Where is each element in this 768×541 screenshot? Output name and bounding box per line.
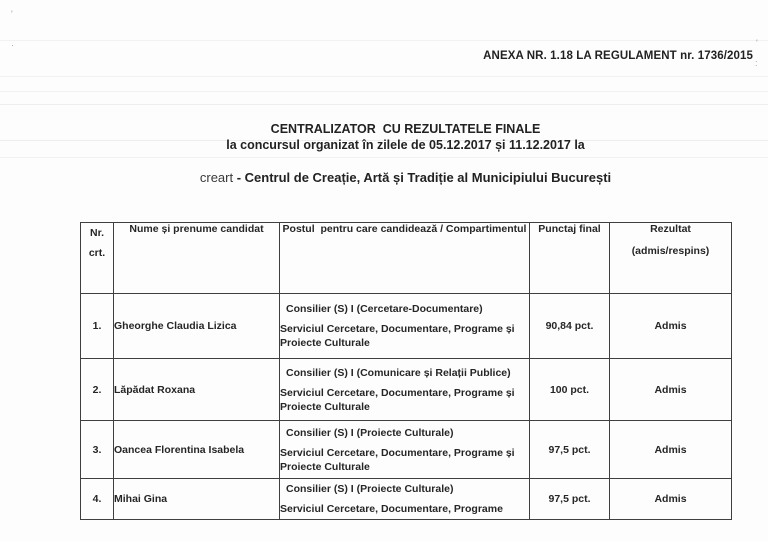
scan-artifact-line — [0, 157, 768, 158]
table-header-row — [81, 223, 732, 294]
column-header-name: Nume și prenume candidat — [114, 223, 280, 294]
cell-candidate-name: Oancea Florentina Isabela — [114, 421, 280, 479]
document-title-block — [80, 121, 731, 153]
scan-artifact-line — [0, 91, 768, 92]
cell-row-number: 4. — [81, 479, 114, 520]
column-header-result — [610, 223, 732, 294]
position-department: Serviciul Cercetare, Documentare, Programe și Proiecte Culturale — [280, 446, 515, 473]
scan-artifact-speck: ' — [756, 38, 758, 48]
scan-artifact-line — [0, 76, 768, 77]
cell-result: Admis — [610, 421, 732, 479]
position-title: Consilier (S) I (Proiecte Culturale) — [286, 483, 454, 495]
scan-artifact-speck: : — [755, 58, 758, 68]
cell-result: Admis — [610, 359, 732, 421]
column-header-nr-line1: Nr. — [89, 227, 104, 239]
table-row — [81, 294, 732, 359]
cell-position — [280, 294, 530, 359]
table-row — [81, 479, 732, 520]
organization-name-rest: - Centrul de Creație, Artă și Tradiție al Municipiului București — [233, 170, 612, 185]
document-title: CENTRALIZATOR CU REZULTATELE FINALE — [270, 122, 541, 136]
position-title: Consilier (S) I (Cercetare-Documentare) — [286, 303, 483, 315]
organization-line — [80, 170, 731, 185]
cell-result: Admis — [610, 294, 732, 359]
position-title: Consilier (S) I (Comunicare și Relații Publice) — [286, 366, 511, 379]
document-subtitle: la concursul organizat în zilele de 05.12.2017 și 11.12.2017 la — [226, 138, 585, 152]
scan-artifact-line — [0, 40, 768, 41]
column-header-result-line1: Rezultat — [650, 223, 691, 235]
cell-final-score: 97,5 pct. — [530, 421, 610, 479]
cell-row-number: 3. — [81, 421, 114, 479]
column-header-score: Punctaj final — [530, 223, 610, 294]
scan-artifact-speck: · — [11, 40, 14, 50]
scan-artifact-line — [0, 104, 768, 105]
cell-final-score: 90,84 pct. — [530, 294, 610, 359]
cell-position — [280, 479, 530, 520]
cell-candidate-name: Lăpădat Roxana — [114, 359, 280, 421]
position-department: Serviciul Cercetare, Documentare, Programe și Proiecte Culturale — [280, 386, 515, 413]
column-header-result-line2: (admis/respins) — [631, 245, 710, 257]
cell-row-number: 2. — [81, 359, 114, 421]
cell-position — [280, 359, 530, 421]
position-title: Consilier (S) I (Proiecte Culturale) — [286, 426, 454, 439]
scan-artifact-speck: ' — [11, 9, 13, 19]
cell-result: Admis — [610, 479, 732, 520]
annex-reference: ANEXA NR. 1.18 LA REGULAMENT nr. 1736/2015 — [483, 50, 753, 62]
cell-final-score: 100 pct. — [530, 359, 610, 421]
position-department: Serviciul Cercetare, Documentare, Programe — [280, 503, 503, 515]
cell-candidate-name: Mihai Gina — [114, 479, 280, 520]
position-department: Serviciul Cercetare, Documentare, Programe și Proiecte Culturale — [280, 323, 515, 349]
organization-name-prefix: creart — [199, 170, 234, 185]
table-row — [81, 421, 732, 479]
cell-position — [280, 421, 530, 479]
results-table — [80, 222, 732, 520]
cell-final-score: 97,5 pct. — [530, 479, 610, 520]
column-header-nr-line2: crt. — [88, 247, 106, 259]
cell-candidate-name: Gheorghe Claudia Lizica — [114, 294, 280, 359]
cell-row-number: 1. — [81, 294, 114, 359]
column-header-nr — [81, 223, 114, 294]
column-header-post: Postul pentru care candidează / Compartimentul — [280, 223, 530, 294]
table-row — [81, 359, 732, 421]
